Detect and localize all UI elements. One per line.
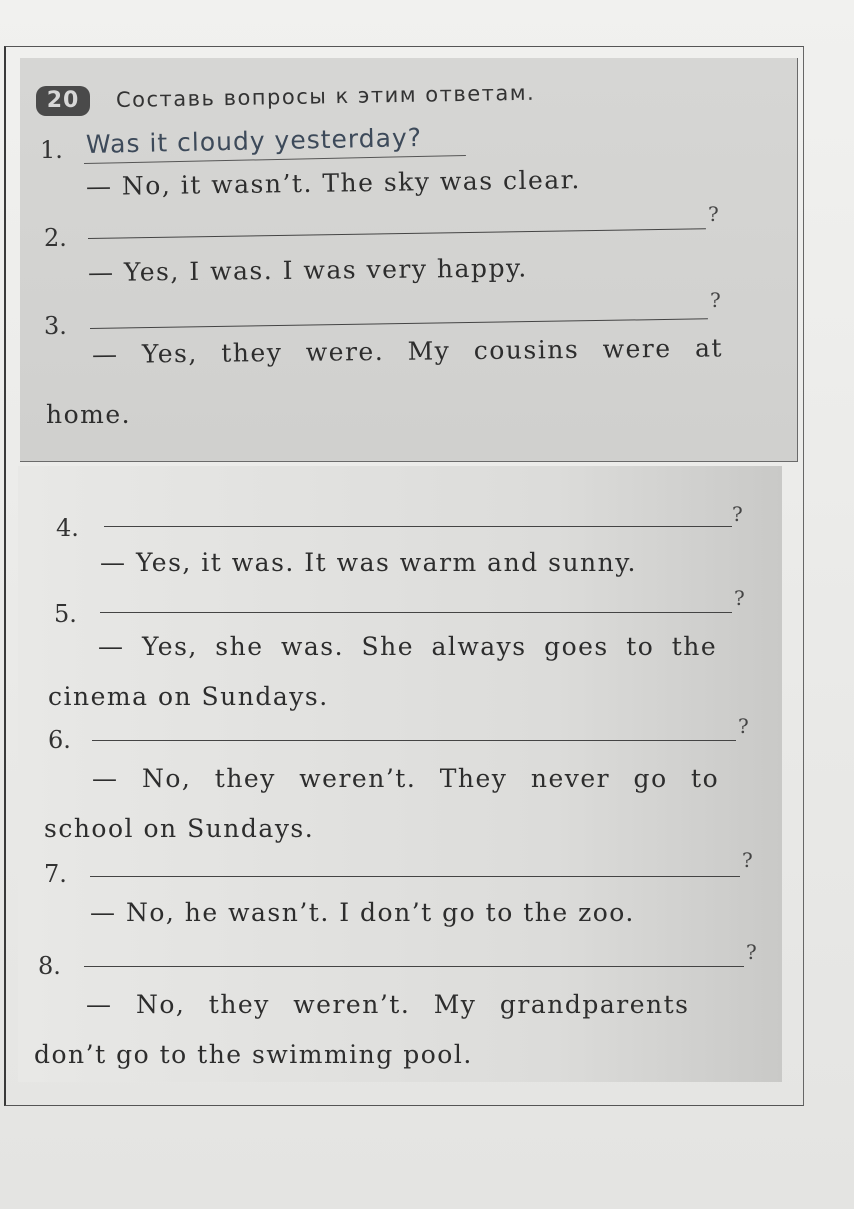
item-6-answer-line2: school on Sundays. (44, 814, 315, 843)
item-4-answer-blank[interactable] (104, 526, 732, 527)
item-6-number: 6. (48, 726, 71, 754)
item-8-answer-line2: don’t go to the swimming pool. (34, 1040, 473, 1069)
item-3-number: 3. (44, 312, 67, 340)
item-6-question-mark: ? (738, 714, 749, 738)
item-8-answer-line1: — No, they weren’t. My grandparents (86, 990, 690, 1019)
item-3-answer-line1: — Yes, they were. My cousins were at (91, 333, 724, 369)
item-8-question-mark: ? (746, 940, 757, 964)
item-2-question-mark: ? (708, 202, 719, 226)
item-5-answer-line2: cinema on Sundays. (48, 682, 329, 711)
item-5-question-mark: ? (734, 586, 745, 610)
item-7-answer-blank[interactable] (90, 876, 740, 877)
item-8-number: 8. (38, 952, 61, 980)
item-7-number: 7. (44, 860, 67, 888)
item-6-answer-line1: — No, they weren’t. They never go to (92, 764, 720, 793)
item-6-answer-blank[interactable] (92, 740, 736, 741)
exercise-instruction: Составь вопросы к этим ответам. (115, 80, 536, 112)
item-3-answer-line2: home. (46, 400, 132, 429)
item-1-answer: — No, it wasn’t. The sky was clear. (85, 165, 582, 201)
item-7-answer: — No, he wasn’t. I don’t go to the zoo. (90, 898, 635, 927)
item-5-number: 5. (54, 600, 77, 628)
item-3-question-mark: ? (710, 288, 721, 312)
item-4-answer: — Yes, it was. It was warm and sunny. (100, 548, 638, 577)
item-7-question-mark: ? (742, 848, 753, 872)
item-8-answer-blank[interactable] (84, 966, 744, 967)
item-2-answer: — Yes, I was. I was very happy. (87, 253, 528, 287)
item-4-question-mark: ? (732, 502, 743, 526)
item-5-answer-line1: — Yes, she was. She always goes to the (98, 632, 718, 661)
item-1-number: 1. (40, 136, 63, 164)
item-1-handwritten-question: Was it cloudy yesterday? (85, 122, 423, 159)
item-2-number: 2. (44, 224, 67, 252)
item-5-answer-blank[interactable] (100, 612, 732, 613)
item-4-number: 4. (56, 514, 79, 542)
exercise-number-badge: 20 (36, 86, 90, 116)
